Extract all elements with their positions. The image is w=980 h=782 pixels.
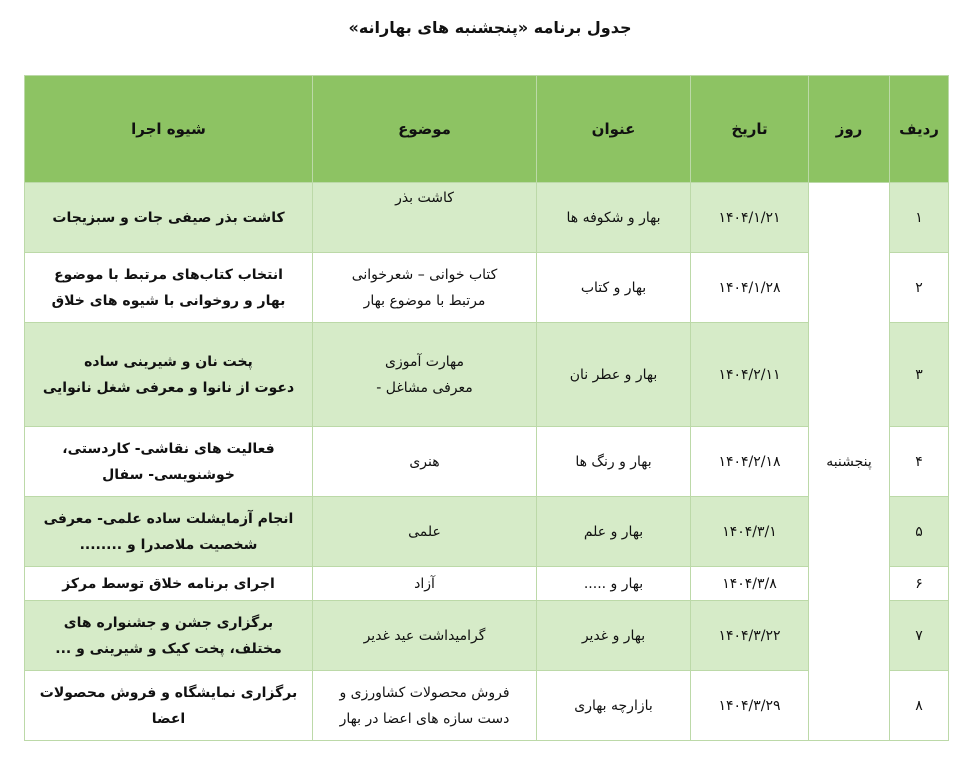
page-title: جدول برنامه «پنجشنبه های بهارانه» (348, 18, 632, 37)
header-topic: موضوع (313, 76, 537, 183)
date-cell: ۱۴۰۴/۲/۱۸ (691, 427, 809, 497)
method-line: انتخاب کتاب‌های مرتبط با موضوع (54, 266, 283, 283)
topic-cell (313, 253, 537, 323)
title-cell: بهار و رنگ ها (537, 427, 691, 497)
row-number: ۸ (890, 671, 949, 741)
method-cell (25, 253, 313, 323)
method-line: شخصیت ملاصدرا و ........ (79, 536, 258, 553)
topic-line: کتاب خوانی – شعرخوانی (351, 266, 498, 283)
method-cell (25, 497, 313, 567)
topic-line: هنری (409, 453, 440, 470)
row-number: ۱ (890, 183, 949, 253)
method-cell (25, 183, 313, 253)
header-method: شیوه اجرا (25, 76, 313, 183)
topic-cell (313, 183, 537, 253)
date-cell: ۱۴۰۴/۱/۲۱ (691, 183, 809, 253)
header-day: روز (809, 76, 890, 183)
table-row (25, 183, 949, 253)
date-cell: ۱۴۰۴/۳/۱ (691, 497, 809, 567)
topic-cell (313, 427, 537, 497)
topic-line: گرامیداشت عید غدیر (363, 627, 486, 644)
method-line: انجام آزمایشلت ساده علمی- معرفی (43, 510, 294, 527)
title-cell: بهار و کتاب (537, 253, 691, 323)
title-cell: بهار و غدیر (537, 601, 691, 671)
header-row (25, 76, 949, 183)
topic-line: علمی (408, 523, 441, 540)
topic-line: مهارت آموزی (385, 353, 464, 370)
date-cell: ۱۴۰۴/۳/۲۲ (691, 601, 809, 671)
date-cell: ۱۴۰۴/۲/۱۱ (691, 323, 809, 427)
header-date: تاریخ (691, 76, 809, 183)
topic-line: دست سازه های اعضا در بهار (339, 710, 510, 727)
topic-cell (313, 671, 537, 741)
day-cell: پنجشنبه (809, 183, 890, 741)
method-line: بهار و روخوانی با شیوه های خلاق (51, 292, 286, 309)
topic-line: معرفی مشاغل - (376, 379, 473, 396)
method-line: اجرای برنامه خلاق توسط مرکز (62, 575, 275, 592)
schedule-table (24, 75, 949, 741)
row-number: ۳ (890, 323, 949, 427)
method-cell (25, 567, 313, 601)
topic-line: کاشت بذر (395, 190, 454, 206)
row-number: ۴ (890, 427, 949, 497)
date-cell: ۱۴۰۴/۳/۸ (691, 567, 809, 601)
topic-line: آزاد (414, 575, 435, 592)
method-cell (25, 601, 313, 671)
method-line: اعضا (151, 710, 186, 727)
row-number: ۶ (890, 567, 949, 601)
topic-line: فروش محصولات کشاورزی و (339, 684, 510, 701)
method-line: پخت نان و شیرینی ساده (84, 353, 253, 370)
row-number: ۲ (890, 253, 949, 323)
row-number: ۵ (890, 497, 949, 567)
method-line: کاشت بذر صیفی جات و سبزیجات (52, 209, 285, 226)
method-line: فعالیت های نقاشی- کاردستی، (62, 440, 275, 457)
method-line: دعوت از نانوا و معرفی شغل نانوایی (42, 379, 295, 396)
topic-cell (313, 323, 537, 427)
topic-cell (313, 567, 537, 601)
method-line: مختلف، پخت کیک و شیرینی و ... (55, 640, 282, 657)
date-cell: ۱۴۰۴/۱/۲۸ (691, 253, 809, 323)
title-cell: بهار و شکوفه ها (537, 183, 691, 253)
method-line: خوشنویسی- سفال (102, 466, 235, 483)
header-title: عنوان (537, 76, 691, 183)
title-cell: بهار و عطر نان (537, 323, 691, 427)
method-line: برگزاری نمایشگاه و فروش محصولات (39, 684, 298, 701)
topic-line: مرتبط با موضوع بهار (363, 292, 486, 309)
method-cell (25, 427, 313, 497)
method-line: برگزاری جشن و جشنواره های (63, 614, 274, 631)
topic-cell (313, 497, 537, 567)
method-cell (25, 671, 313, 741)
row-number: ۷ (890, 601, 949, 671)
title-cell: بهار و ..... (537, 567, 691, 601)
date-cell: ۱۴۰۴/۳/۲۹ (691, 671, 809, 741)
topic-cell (313, 601, 537, 671)
title-cell: بازارچه بهاری (537, 671, 691, 741)
method-cell (25, 323, 313, 427)
title-cell: بهار و علم (537, 497, 691, 567)
header-row-no: ردیف (890, 76, 949, 183)
